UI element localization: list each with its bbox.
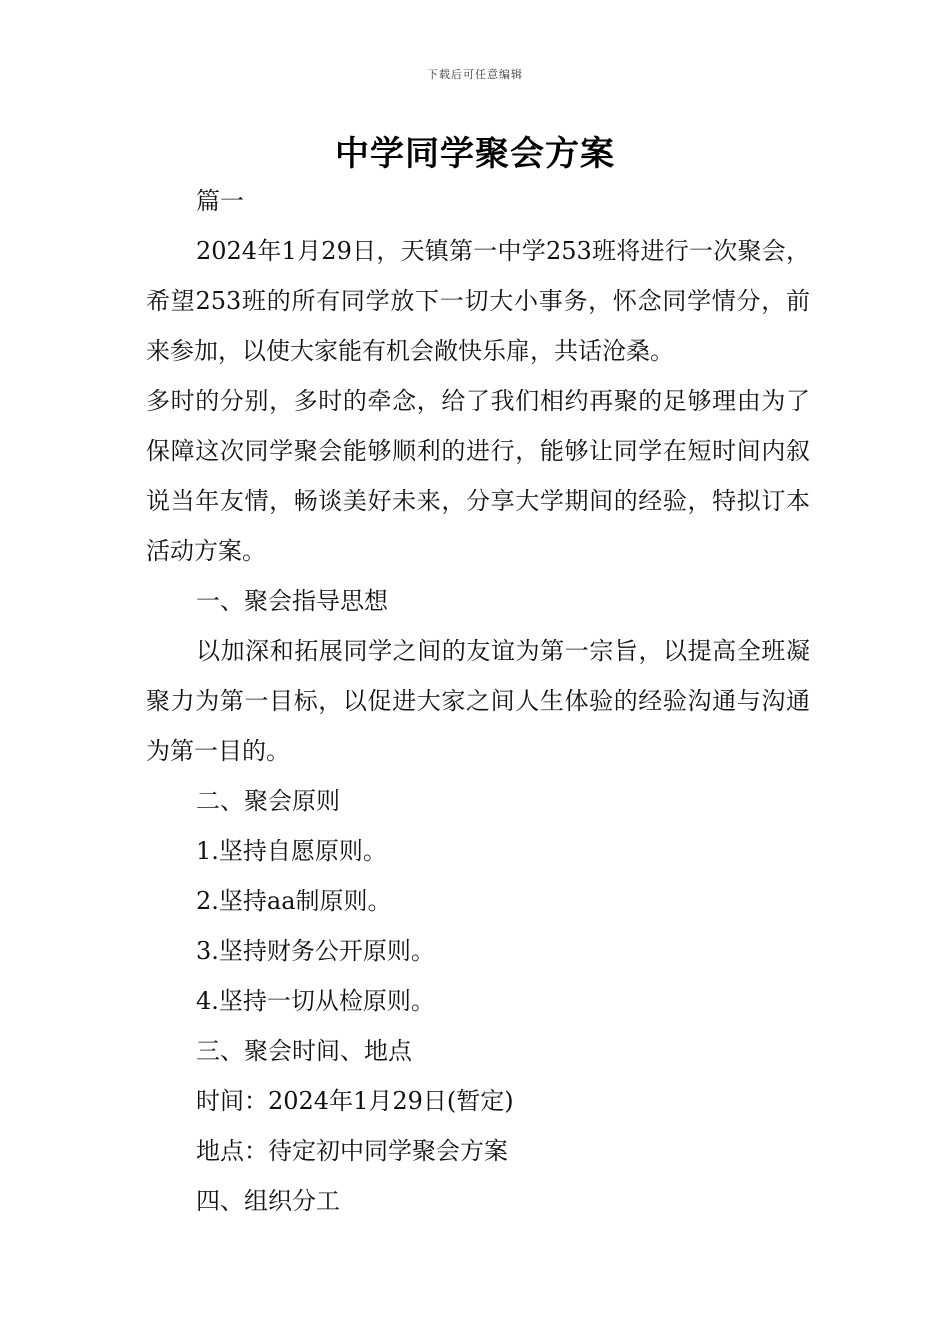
time-line: 时间：2024年1月29日(暂定) xyxy=(196,1087,514,1115)
principle-item: 1.坚持自愿原则。 xyxy=(196,837,387,865)
purpose-paragraph: 多时的分别，多时的牵念，给了我们相约再聚的足够理由为了保障这次同学聚会能够顺利的进行，能够让同学在短时间内叙说当年友情，畅谈美好未来，分享大学期间的经验，特拟订本活动方案。 xyxy=(146,387,810,565)
page-header-note: 下载后可任意编辑 xyxy=(427,68,523,81)
place-line: 地点：待定初中同学聚会方案 xyxy=(196,1137,508,1165)
guiding-idea-paragraph: 以加深和拓展同学之间的友谊为第一宗旨，以提高全班凝聚力为第一目标，以促进大家之间人生体验的经验沟通与沟通为第一目的。 xyxy=(146,637,810,765)
document-body xyxy=(146,176,810,1226)
heading-principles: 二、聚会原则 xyxy=(196,787,340,815)
document-title: 中学同学聚会方案 xyxy=(335,134,615,174)
intro-paragraph: 2024年1月29日，天镇第一中学253班将进行一次聚会，希望253班的所有同学放下一切大小事务，怀念同学情分，前来参加，以使大家能有机会敞快乐扉，共话沧桑。 xyxy=(146,237,810,365)
principle-item: 2.坚持aa制原则。 xyxy=(196,887,392,915)
principle-item: 3.坚持财务公开原则。 xyxy=(196,937,435,965)
principle-item: 4.坚持一切从检原则。 xyxy=(196,987,435,1015)
heading-guiding-idea: 一、聚会指导思想 xyxy=(196,587,388,615)
heading-time-place: 三、聚会时间、地点 xyxy=(196,1037,412,1065)
heading-organization: 四、组织分工 xyxy=(196,1187,340,1215)
section-label: 篇一 xyxy=(196,187,244,215)
